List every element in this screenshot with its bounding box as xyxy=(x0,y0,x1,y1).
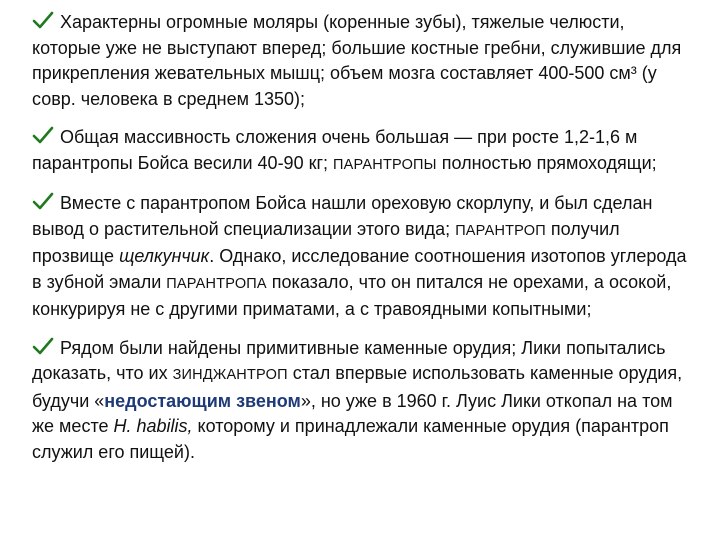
bullet-text: . Однако, исследование соотношения изотопов углерода в зубной эмали xyxy=(32,246,687,292)
bullet-list xyxy=(32,10,692,478)
bullet-text: », но уже в 1960 г. Луис Лики откопал на том же месте xyxy=(32,390,673,436)
checkmark-icon xyxy=(32,125,54,145)
bullet-text: показало, что он питался не орехами, а осокой, конкурируя не с другими приматами, а с травоядными копытными; xyxy=(32,271,672,319)
bullet-text: которому и принадлежали каменные орудия (парантроп служил его пищей). xyxy=(32,416,669,462)
checkmark-icon xyxy=(32,191,54,211)
bullet-text: полностью прямоходящи; xyxy=(436,152,657,173)
bullet-item-diet xyxy=(32,191,692,323)
term-paranthropus-genitive: ПАРАНТРОПА xyxy=(166,275,267,292)
term-paranthropes: ПАРАНТРОПЫ xyxy=(333,156,437,173)
bullet-item-tools xyxy=(32,336,692,466)
bullet-text: стал впервые использовать каменные орудия, будучи « xyxy=(32,363,683,411)
term-zinjanthropus: ЗИНДЖАНТРОП xyxy=(172,367,288,383)
checkmark-icon xyxy=(32,10,54,30)
bullet-text: Рядом были найдены примитивные каменные орудия; Лики попытались доказать, что их xyxy=(32,337,666,383)
nickname-nutcracker: щелкунчик xyxy=(119,246,210,266)
species-name: H. habilis, xyxy=(113,416,193,436)
bullet-text: Характерны огромные моляры (коренные зубы), тяжелые челюсти, которые уже не выступают вперед; большие костные гребни, служившие для прикрепления жевательных мышц; объем мозга составляет 400-500 см³ (у совр. человека в среднем 1350); xyxy=(32,12,682,109)
term-paranthropus: ПАРАНТРОП xyxy=(455,222,546,239)
bullet-text: Общая массивность сложения очень большая — при росте 1,2-1,6 м парантропы Бойса весили 40-90 кг; xyxy=(32,127,638,173)
missing-link-highlight: недостающим звеном xyxy=(104,390,301,411)
bullet-text: получил прозвище xyxy=(32,218,620,266)
bullet-item-molars xyxy=(32,10,692,112)
checkmark-icon xyxy=(32,336,54,356)
bullet-item-massiveness xyxy=(32,125,692,178)
bullet-text: Вместе с парантропом Бойса нашли ореховую скорлупу, и был сделан вывод о растительной специализации этого вида; xyxy=(32,193,653,239)
